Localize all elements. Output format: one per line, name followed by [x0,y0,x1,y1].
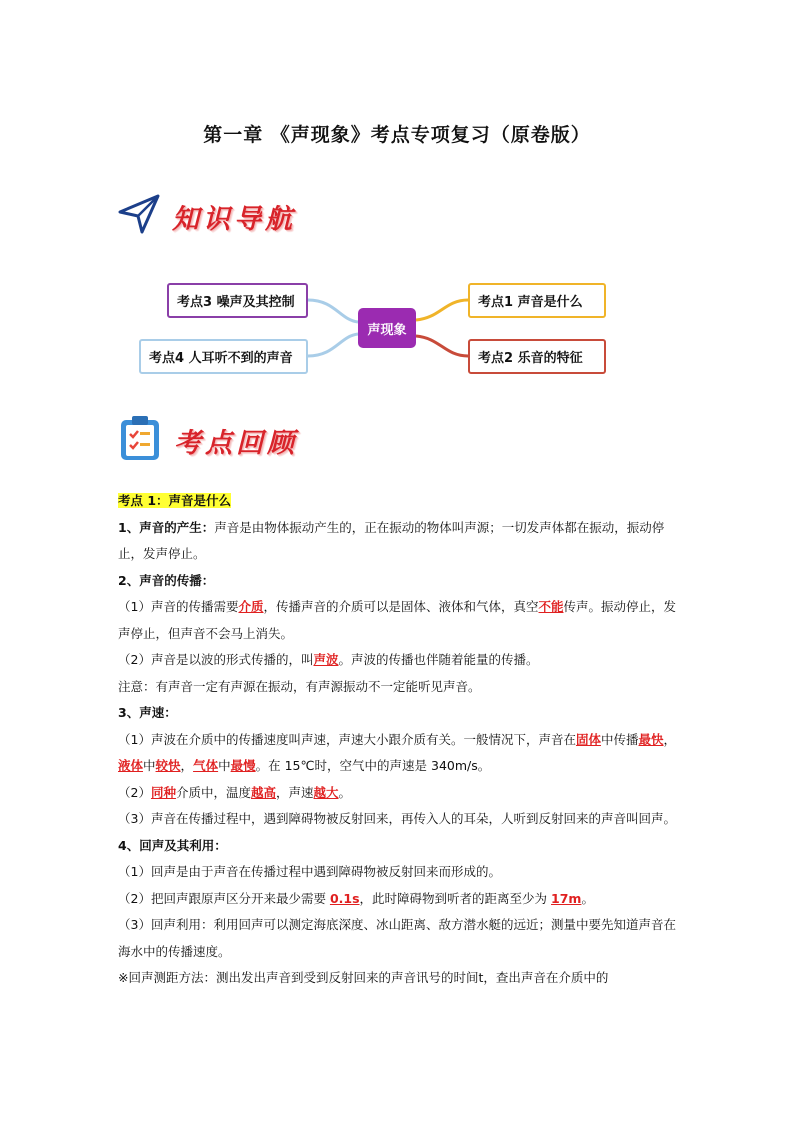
s1-text: 声音是由物体振动产生的，正在振动的物体叫声源；一切发声体都在振动，振动停止，发声停止。 [118,519,665,561]
s4-p2: （2）把回声跟原声区分开来最少需要 0.1s，此时障碍物到听者的距离至少为 17m。 [118,890,594,906]
mindmap-node-kp2: 考点2 乐音的特征 [468,339,606,374]
s2-p1: （1）声音的传播需要介质，传播声音的介质可以是固体、液体和气体，真空不能传声。振动停止，发声停止，但声音不会马上消失。 [118,599,677,641]
mindmap-node-kp3: 考点3 噪声及其控制 [167,283,308,318]
review-section-title: 考点回顾 [174,427,298,459]
nav-section-title: 知识导航 [172,203,296,235]
s3-heading: 3、声速： [118,705,177,720]
document-title: 第一章 《声现象》考点专项复习（原卷版） [203,124,591,146]
s2-heading: 2、声音的传播： [118,572,215,588]
review-section-header [118,414,298,466]
s4-p4: ※回声测距方法：测出发出声音到受到反射回来的声音讯号的时间t，查出声音在介质中的 [118,970,609,985]
s3-p1: （1）声波在介质中的传播速度叫声速，声速大小跟介质有关。一般情况下，声音在固体中传播最快，液体中较快，气体中最慢。在 15℃时，空气中的声速是 340m/s。 [118,731,677,773]
review-content [118,488,684,992]
s2-p2: （2）声音是以波的形式传播的，叫声波。声波的传播也伴随着能量的传播。 [118,652,539,667]
mindmap-node-kp1: 考点1 声音是什么 [468,283,606,318]
mindmap-node-kp4: 考点4 人耳听不到的声音 [139,339,308,374]
s4-p3: （3）回声利用：利用回声可以测定海底深度、冰山距离、敌方潜水艇的远近；测量中要先知道声音在海水中的传播速度。 [118,917,676,959]
s4-p1: （1）回声是由于声音在传播过程中遇到障碍物被反射回来而形成的。 [118,864,501,879]
mindmap-center: 声现象 [358,308,416,348]
s1-heading: 1、声音的产生： [118,519,215,535]
s3-p3: （3）声音在传播过程中，遇到障碍物被反射回来，再传入人的耳朵，人听到反射回来的声音叫回声。 [118,811,676,826]
s1-paragraph [118,515,684,568]
mindmap-connectors [0,0,794,420]
kp1-heading: 考点 1：声音是什么 [118,493,232,508]
s3-p2: （2）同种介质中，温度越高，声速越大。 [118,784,352,800]
clipboard-checklist-icon [118,414,162,466]
s4-heading: 4、回声及其利用： [118,837,227,853]
s2-note: 注意：有声音一定有声源在振动，有声源振动不一定能听见声音。 [118,678,481,694]
